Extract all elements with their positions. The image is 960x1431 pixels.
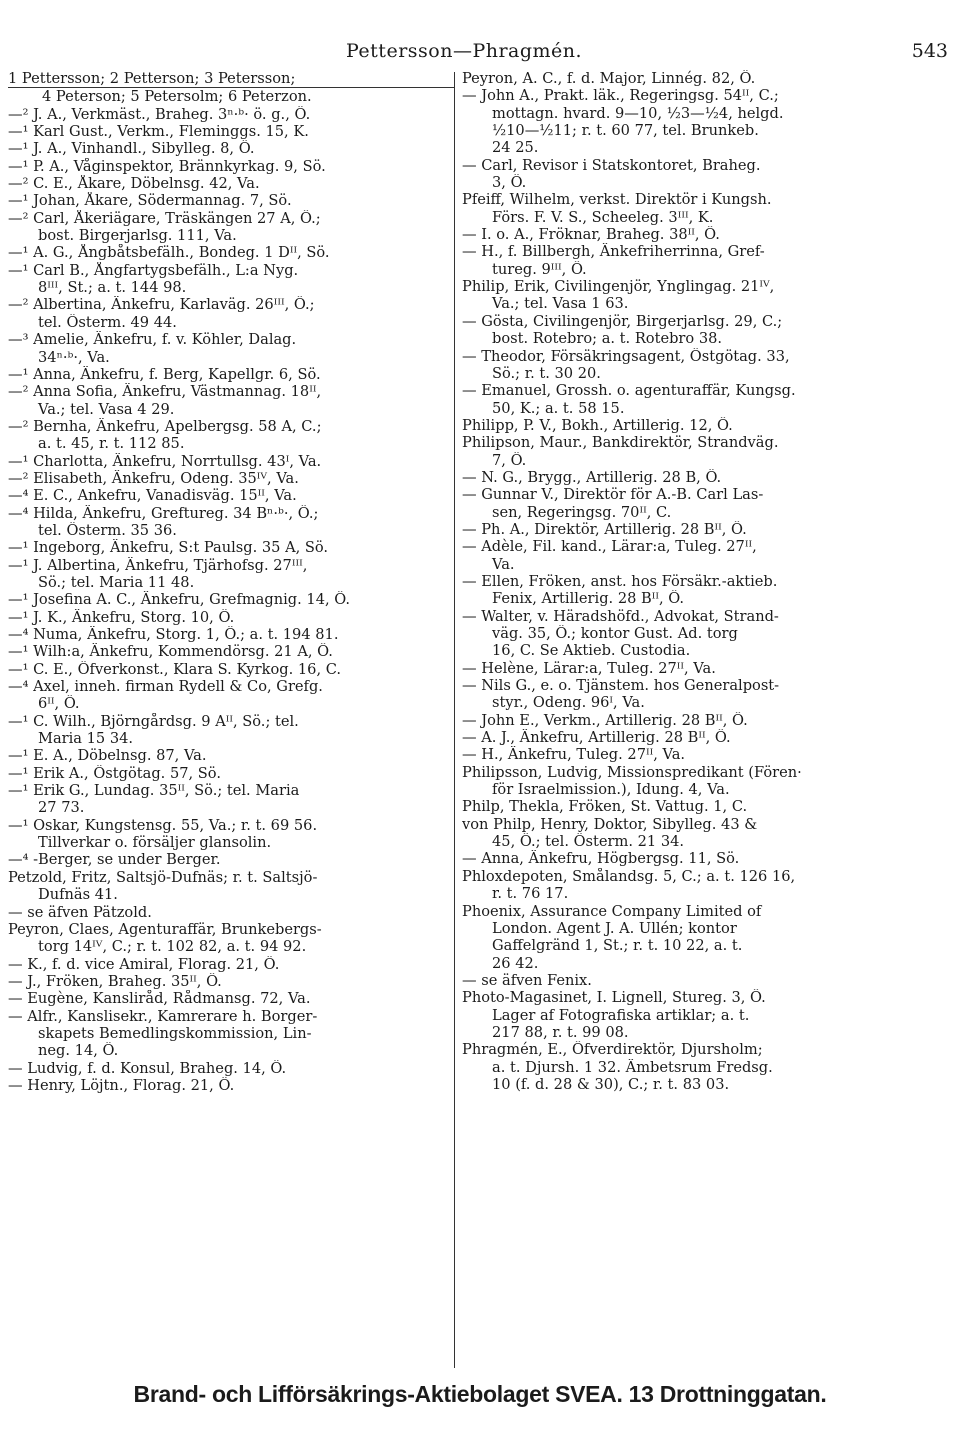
directory-entry-line: —² Anna Sofia, Änkefru, Västmannag. 18ᴵᴵ, (8, 383, 322, 401)
directory-entry-line: —⁴ E. C., Ankefru, Vanadisväg. 15ᴵᴵ, Va. (8, 487, 297, 505)
directory-entry-line: — Ludvig, f. d. Konsul, Braheg. 14, Ö. (8, 1059, 287, 1077)
directory-entry-line: —² Bernha, Änkefru, Apelbergsg. 58 A, C.; (8, 417, 322, 435)
directory-entry-line: torg 14ᴵⱽ, C.; r. t. 102 82, a. t. 94 92. (38, 938, 307, 956)
directory-entry-line: —³ Amelie, Änkefru, f. v. Köhler, Dalag. (8, 331, 297, 349)
directory-entry-line: —² Elisabeth, Änkefru, Odeng. 35ᴵⱽ, Va. (8, 469, 299, 487)
directory-entry-line: — K., f. d. vice Amiral, Florag. 21, Ö. (8, 955, 280, 973)
directory-entry-line: Petzold, Fritz, Saltsjö-Dufnäs; r. t. Saltsjö- (8, 868, 318, 886)
directory-entry-line: 10 (f. d. 28 & 30), C.; r. t. 83 03. (492, 1075, 730, 1093)
directory-entry-line: —⁴ -Berger, se under Berger. (8, 851, 221, 869)
footer-advertisement-text: Brand- och Lifförsäkrings-Aktiebolaget SVEA. 13 Drottninggatan. (133, 1381, 827, 1407)
directory-entry-line: von Philp, Henry, Doktor, Sibylleg. 43 & (462, 815, 758, 833)
directory-entry-line: Phragmén, E., Öfverdirektör, Djursholm; (462, 1041, 763, 1059)
directory-entry-line: — John E., Verkm., Artillerig. 28 Bᴵᴵ, Ö. (462, 711, 748, 729)
directory-entry-line: —¹ Erik A., Östgötag. 57, Sö. (8, 764, 221, 782)
directory-entry-line: Peyron, Claes, Agenturaffär, Brunkebergs- (8, 920, 322, 938)
directory-entry-line: — Emanuel, Grossh. o. agenturaffär, Kungsg. (462, 382, 796, 400)
directory-entry-line: 34ⁿ·ᵇ·, Va. (38, 348, 110, 366)
directory-entry-line: —¹ Josefina A. C., Änkefru, Grefmagnig. 14, Ö. (8, 591, 351, 609)
directory-entry-line: bost. Birgerjarlsg. 111, Va. (38, 227, 237, 245)
directory-entry-line: Pfeiff, Wilhelm, verkst. Direktör i Kungsh. (462, 191, 772, 209)
directory-entry-line: London. Agent J. A. Ullén; kontor (492, 919, 737, 937)
page-title: Pettersson—Phragmén. (346, 40, 583, 62)
directory-entry-line: — se äfven Pätzold. (8, 903, 152, 921)
directory-entry-line: Gaffelgränd 1, St.; r. t. 10 22, a. t. (492, 937, 743, 955)
advertisement-footer (0, 1381, 960, 1415)
directory-entry-line: —² Carl, Åkeriägare, Träskängen 27 A, Ö.; (8, 209, 321, 227)
left-column (8, 70, 454, 1094)
directory-entry-line: 27 73. (38, 799, 85, 817)
directory-entry-line: —¹ Oskar, Kungstensg. 55, Va.; r. t. 69 56. (8, 816, 318, 834)
directory-entry-line: Maria 15 34. (38, 730, 134, 748)
directory-entry-line: —¹ Carl B., Ångfartygsbefälh., L:a Nyg. (8, 261, 299, 279)
directory-entry-line: Philp, Thekla, Fröken, St. Vattug. 1, C. (462, 798, 748, 816)
directory-entry-line: a. t. Djursh. 1 32. Ämbetsrum Fredsg. (492, 1058, 773, 1076)
directory-entry-line: — A. J., Änkefru, Artillerig. 28 Bᴵᴵ, Ö. (462, 729, 731, 747)
directory-entry-line: —⁴ Hilda, Änkefru, Greftureg. 34 Bⁿ·ᵇ·, Ö.; (8, 504, 319, 522)
directory-entry-line: —¹ Erik G., Lundag. 35ᴵᴵ, Sö.; tel. Maria (8, 782, 300, 800)
directory-entry-line: Sö.; r. t. 30 20. (492, 364, 601, 382)
page-number: 543 (911, 40, 948, 62)
directory-entry-line: —¹ E. A., Döbelnsg. 87, Va. (8, 747, 207, 765)
directory-entry-line: Photo-Magasinet, I. Lignell, Stureg. 3, Ö. (462, 989, 766, 1007)
directory-entry-line: skapets Bemedlingskommission, Lin- (38, 1024, 312, 1042)
directory-entry-line: —¹ J. A., Vinhandl., Sibylleg. 8, Ö. (8, 140, 255, 158)
directory-entry-line: — Gösta, Civilingenjör, Birgerjarlsg. 29, C.; (462, 312, 783, 330)
directory-entry-line: — Henry, Löjtn., Florag. 21, Ö. (8, 1076, 235, 1094)
directory-entry-line: — Ph. A., Direktör, Artillerig. 28 Bᴵᴵ, Ö. (462, 520, 747, 538)
directory-entry-line: —² J. A., Verkmäst., Braheg. 3ⁿ·ᵇ· ö. g., Ö. (8, 105, 311, 123)
directory-entry-line: — Gunnar V., Direktör för A.-B. Carl Las- (462, 486, 764, 504)
directory-entry-line: ½10—½11; r. t. 60 77, tel. Brunkeb. (492, 122, 759, 140)
directory-entry-line: mottagn. hvard. 9—10, ½3—½4, helgd. (492, 104, 784, 122)
directory-entry-line: Förs. F. V. S., Scheeleg. 3ᴵᴵᴵ, K. (492, 208, 714, 226)
directory-entry-line: 8ᴵᴵᴵ, St.; a. t. 144 98. (38, 279, 187, 297)
directory-entry-line: —¹ Ingeborg, Änkefru, S:t Paulsg. 35 A, Sö. (8, 539, 329, 557)
directory-entry-line: — Theodor, Försäkringsagent, Östgötag. 33, (462, 347, 790, 365)
directory-entry-line: 217 88, r. t. 99 08. (492, 1023, 629, 1041)
directory-entry-line: Va.; tel. Vasa 1 63. (492, 295, 629, 313)
directory-entry-line: — John A., Prakt. läk., Regeringsg. 54ᴵᴵ, C.; (462, 87, 779, 105)
directory-entry-line: bost. Rotebro; a. t. Rotebro 38. (492, 330, 723, 348)
directory-entry-line: Phloxdepoten, Smålandsg. 5, C.; a. t. 126 16, (462, 867, 796, 885)
directory-entry-line: 6ᴵᴵ, Ö. (38, 695, 80, 713)
directory-entry-line: 50, K.; a. t. 58 15. (492, 399, 625, 417)
directory-entry-line: —¹ J. Albertina, Änkefru, Tjärhofsg. 27ᴵᴵᴵ, (8, 556, 308, 574)
directory-entry-line: —¹ Wilh:a, Änkefru, Kommendörsg. 21 A, Ö. (8, 643, 333, 661)
directory-entry-line: — Ellen, Fröken, anst. hos Försäkr.-aktieb. (462, 572, 778, 590)
directory-entry-line: sen, Regeringsg. 70ᴵᴵ, C. (492, 503, 672, 521)
directory-entry-line: Tillverkar o. försäljer glansolin. (38, 834, 272, 852)
directory-entry-line: neg. 14, Ö. (38, 1042, 119, 1060)
page-header (0, 40, 960, 70)
directory-entry-line: Philipson, Maur., Bankdirektör, Strandväg. (462, 434, 779, 452)
directory-entry-line: tel. Österm. 35 36. (38, 521, 177, 539)
directory-entry-line: —¹ C. Wilh., Björngårdsg. 9 Aᴵᴵ, Sö.; tel. (8, 712, 299, 730)
directory-entry-line: — Walter, v. Häradshöfd., Advokat, Strand- (462, 607, 779, 625)
directory-entry-line: 4 Peterson; 5 Petersolm; 6 Peterzon. (42, 88, 312, 106)
directory-entry-line: Dufnäs 41. (38, 886, 118, 904)
directory-entry-line: — N. G., Brygg., Artillerig. 28 B, Ö. (462, 468, 722, 486)
directory-entry-line: —⁴ Numa, Änkefru, Storg. 1, Ö.; a. t. 194 81. (8, 626, 339, 643)
directory-entry-line: —¹ Charlotta, Änkefru, Norrtullsg. 43ᴵ, Va. (8, 452, 322, 470)
directory-entry-line: —¹ Karl Gust., Verkm., Fleminggs. 15, K. (8, 123, 309, 141)
directory-entry-line: 45, Ö.; tel. Österm. 21 34. (492, 833, 685, 851)
directory-entry-line: Phoenix, Assurance Company Limited of (462, 902, 762, 920)
directory-entry-line: —¹ Anna, Änkefru, f. Berg, Kapellgr. 6, Sö. (8, 365, 321, 383)
directory-entry-line: Va.; tel. Vasa 4 29. (38, 400, 175, 418)
directory-entry-line: — se äfven Fenix. (462, 971, 592, 989)
directory-entry-line: 16, C. Se Aktieb. Custodia. (492, 642, 691, 660)
directory-entry-line: — Carl, Revisor i Statskontoret, Braheg. (462, 156, 761, 174)
directory-entry-line: 24 25. (492, 139, 539, 157)
directory-entry-line: —² Albertina, Änkefru, Karlaväg. 26ᴵᴵᴵ, Ö.; (8, 296, 315, 314)
directory-entry-line: —¹ C. E., Öfverkonst., Klara S. Kyrkog. 16, C. (8, 660, 342, 678)
column-divider (454, 72, 455, 1368)
directory-entry-line: — I. o. A., Fröknar, Braheg. 38ᴵᴵ, Ö. (462, 226, 720, 244)
directory-entry-line: Va. (492, 555, 515, 573)
directory-entry-line: — Anna, Änkefru, Högbergsg. 11, Sö. (462, 850, 740, 868)
directory-entry-line: tel. Österm. 49 44. (38, 313, 177, 331)
directory-entry-line: — Helène, Lärar:a, Tuleg. 27ᴵᴵ, Va. (462, 659, 716, 677)
directory-entry-line: för Israelmission.), Idung. 4, Va. (492, 781, 730, 799)
directory-entry-line: — Nils G., e. o. Tjänstem. hos Generalpost- (462, 677, 780, 695)
directory-entry-line: 1 Pettersson; 2 Petterson; 3 Petersson; (8, 70, 454, 88)
directory-entry-line: väg. 35, Ö.; kontor Gust. Ad. torg (492, 625, 738, 642)
directory-entry-line: 26 42. (492, 954, 539, 972)
directory-entry-line: r. t. 76 17. (492, 885, 569, 903)
directory-entry-line: Peyron, A. C., f. d. Major, Linnég. 82, Ö. (462, 70, 756, 87)
directory-entry-line: Fenix, Artillerig. 28 Bᴵᴵ, Ö. (492, 590, 685, 608)
directory-entry-line: 7, Ö. (492, 451, 527, 469)
directory-entry-line: —² C. E., Åkare, Döbelnsg. 42, Va. (8, 175, 260, 193)
directory-entry-line: — Alfr., Kanslisekr., Kamrerare h. Borger- (8, 1007, 318, 1025)
directory-entry-line: 3, Ö. (492, 174, 527, 192)
directory-entry-line: —¹ Johan, Åkare, Södermannag. 7, Sö. (8, 192, 292, 210)
directory-entry-line: —¹ A. G., Ångbåtsbefälh., Bondeg. 1 Dᴵᴵ, Sö. (8, 244, 330, 262)
directory-entry-line: Philip, Erik, Civilingenjör, Ynglingag. 21ᴵⱽ, (462, 278, 775, 296)
directory-entry-line: tureg. 9ᴵᴵᴵ, Ö. (492, 260, 587, 278)
directory-entry-line: — H., Änkefru, Tuleg. 27ᴵᴵ, Va. (462, 746, 686, 764)
directory-entry-line: Philipsson, Ludvig, Missionspredikant (Fören· (462, 763, 802, 781)
directory-entry-line: — H., f. Billbergh, Änkefriherrinna, Gref- (462, 243, 765, 261)
directory-entry-line: — J., Fröken, Braheg. 35ᴵᴵ, Ö. (8, 972, 222, 990)
directory-entry-line: — Eugène, Kansliråd, Rådmansg. 72, Va. (8, 990, 311, 1008)
directory-entry-line: a. t. 45, r. t. 112 85. (38, 435, 185, 453)
directory-entry-line: — Adèle, Fil. kand., Lärar:a, Tuleg. 27ᴵᴵ, (462, 538, 757, 556)
directory-entry-line: styr., Odeng. 96ᴵ, Va. (492, 694, 645, 712)
directory-entry-line: —⁴ Axel, inneh. firman Rydell & Co, Grefg. (8, 678, 323, 696)
directory-entry-line: Philipp, P. V., Bokh., Artillerig. 12, Ö. (462, 416, 733, 434)
directory-entry-line: Sö.; tel. Maria 11 48. (38, 573, 195, 591)
directory-entry-line: —¹ P. A., Våginspektor, Brännkyrkag. 9, Sö. (8, 157, 326, 175)
directory-entry-line: Lager af Fotografiska artiklar; a. t. (492, 1006, 750, 1024)
directory-entry-line: —¹ J. K., Änkefru, Storg. 10, Ö. (8, 608, 235, 626)
right-column (462, 70, 952, 1093)
